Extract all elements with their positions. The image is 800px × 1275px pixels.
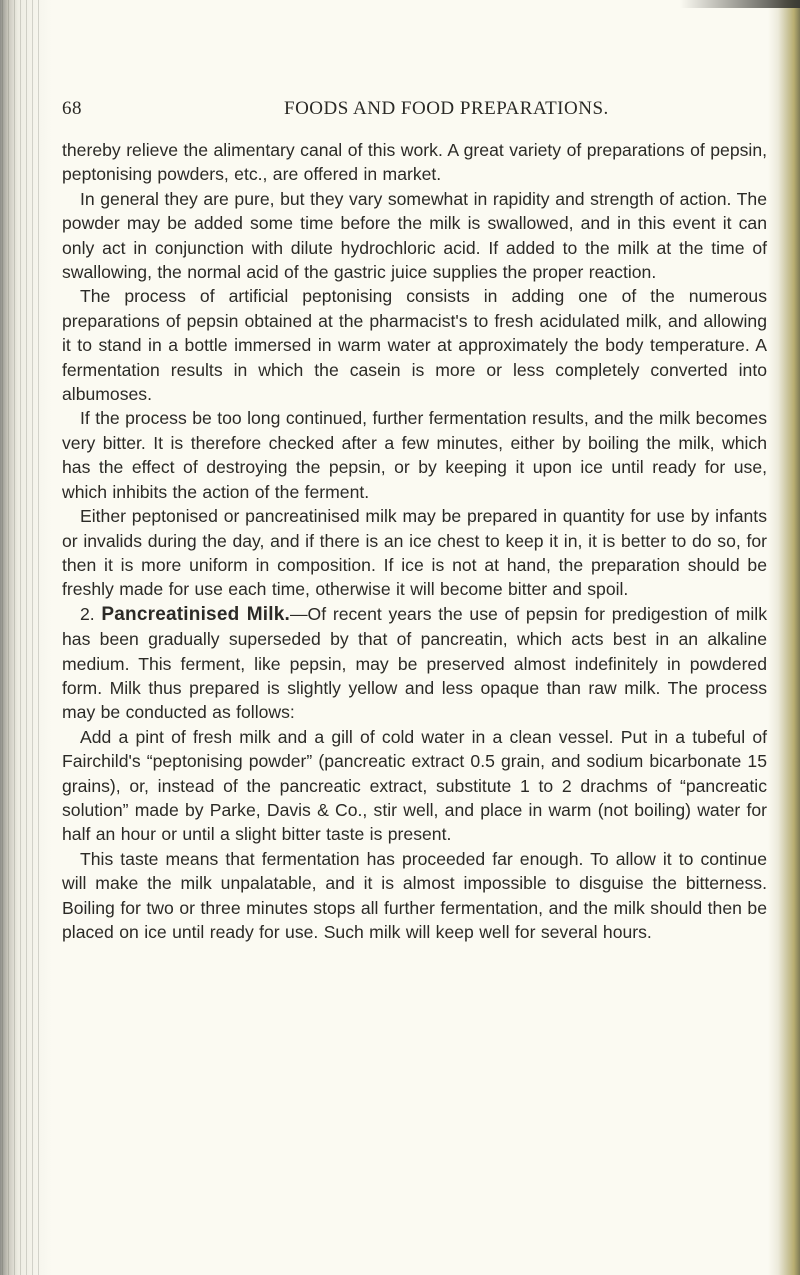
page-right-edge	[768, 0, 800, 1275]
paragraph-5: Either peptonised or pancreatinised milk may be prepared in quantity for use by infants or invalids during the day, and if there is an ice chest to keep it in, it is better to do so, for then it is more uniform in composition. If ice is not at hand, the preparation should be freshly made for use each time, otherwise it will become bitter and spoil.	[62, 506, 767, 600]
paragraph-6-text: —Of recent years the use of pepsin for predigestion of milk has been gradually superseded by that of pancreatin, which acts best in an alkaline medium. This ferment, like pepsin, may be preserved almost indefinitely in powdered form. Milk thus prepared is slightly yellow and less opaque than raw milk. The process may be conducted as follows:	[62, 603, 768, 723]
body-text	[62, 138, 767, 944]
running-head: FOODS AND FOOD PREPARATIONS.	[284, 98, 609, 119]
paragraph-6	[62, 602, 767, 725]
paragraph-4: If the process be too long continued, further fermentation results, and the milk becomes very bitter. It is therefore checked after a few minutes, either by boiling the milk, which has the effect of destroying the pepsin, or by keeping it upon ice until ready for use, which inhibits the action of the ferment.	[62, 408, 767, 502]
section-number: 2.	[80, 603, 95, 624]
paragraph-8: This taste means that fermentation has proceeded far enough. To allow it to continue will make the milk unpalatable, and it is almost impossible to disguise the bitterness. Boiling for two or three minutes stops all further fermentation, and the milk should then be placed on ice until ready for use. Such milk will keep well for several hours.	[62, 848, 767, 942]
paragraph-2: In general they are pure, but they vary somewhat in rapidity and strength of action. The powder may be added some time before the milk is swallowed, and in this event it can only act in conjunction with dilute hydrochloric acid. If added to the milk at the time of swallowing, the normal acid of the gastric juice supplies the proper reaction.	[62, 188, 767, 283]
page-binding-lines	[2, 0, 42, 1275]
paragraph-3: The process of artificial peptonising consists in adding one of the numerous preparations of pepsin obtained at the pharmacist's to fresh acidulated milk, and allowing it to stand in a bottle immersed in warm water at approximately the body temperature. A fermentation results in which the casein is more or less completely converted into albumoses.	[62, 286, 767, 405]
page-header	[62, 98, 767, 128]
section-heading: Pancreatinised Milk.	[101, 603, 290, 625]
paragraph-7: Add a pint of fresh milk and a gill of cold water in a clean vessel. Put in a tubeful of Fairchild's “peptonising powder” (pancreatic extract 0.5 grain, and sodium bicarbonate 15 grains), or, instead of the pancreatic extract, substitute 1 to 2 drachms of “pancreatic solution” made by Parke, Davis & Co., stir well, and place in warm (not boiling) water for half an hour or until a slight bitter taste is present.	[62, 726, 767, 845]
page-number: 68	[62, 98, 82, 119]
paragraph-1: thereby relieve the alimentary canal of this work. A great variety of preparations of pepsin, peptonising powders, etc., are offered in market.	[62, 140, 767, 185]
book-page	[62, 98, 767, 944]
page-top-shadow	[680, 0, 800, 8]
